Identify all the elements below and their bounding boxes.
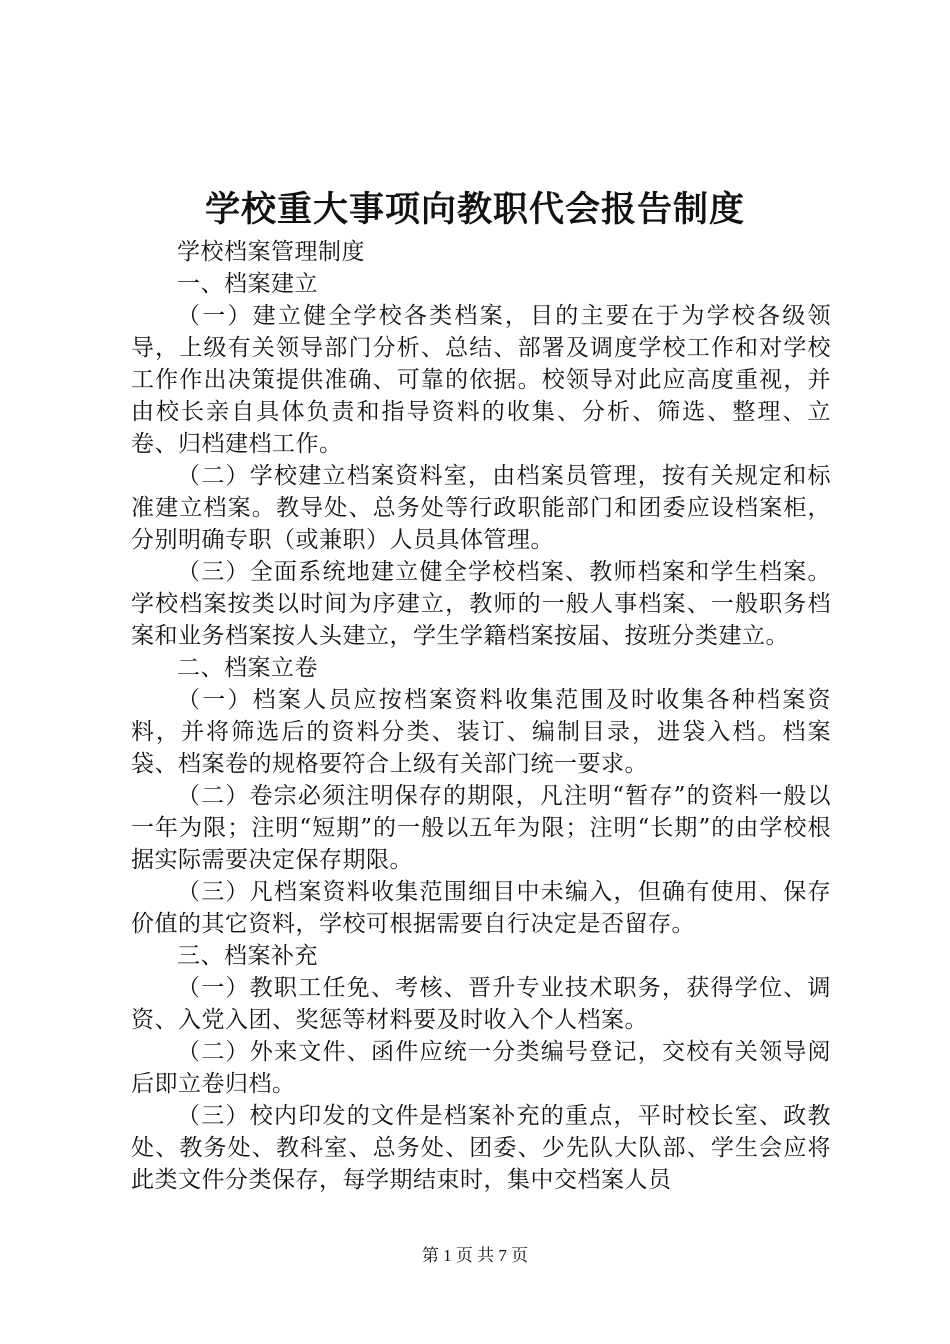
section-heading-2: 二、档案立卷 [177,655,318,681]
document-body [131,236,831,1196]
paragraph: （一）档案人员应按档案资料收集范围及时收集各种档案资料，并将筛选后的资料分类、装订、编制目录，进袋入档。档案袋、档案卷的规格要符合上级有关部门统一要求。 [131,687,831,777]
paragraph: （二）学校建立档案资料室，由档案员管理，按有关规定和标准建立档案。教导处、总务处等行政职能部门和团委应设档案柜，分别明确专职（或兼职）人员具体管理。 [131,463,831,553]
document-title: 学校重大事项向教职代会报告制度 [204,189,745,230]
paragraph: （三）全面系统地建立健全学校档案、教师档案和学生档案。学校档案按类以时间为序建立，教师的一般人事档案、一般职务档案和业务档案按人头建立，学生学籍档案按届、按班分类建立。 [131,559,831,649]
paragraph-subtitle: 学校档案管理制度 [177,239,365,265]
section-heading-3: 三、档案补充 [177,943,318,969]
paragraph: （一）建立健全学校各类档案，目的主要在于为学校各级领导，上级有关领导部门分析、总结、部署及调度学校工作和对学校工作作出决策提供准确、可靠的依据。校领导对此应高度重视，并由校长亲自具体负责和指导资料的收集、分析、筛选、整理、立卷、归档建档工作。 [131,303,831,457]
page-number-footer: 第 1 页 共 7 页 [421,1246,529,1265]
paragraph: （二）外来文件、函件应统一分类编号登记，交校有关领导阅后即立卷归档。 [131,1039,831,1097]
paragraph: （三）校内印发的文件是档案补充的重点，平时校长室、政教处、教务处、教科室、总务处、团委、少先队大队部、学生会应将此类文件分类保存，每学期结束时，集中交档案人员 [131,1103,831,1193]
paragraph: （三）凡档案资料收集范围细目中未编入，但确有使用、保存价值的其它资料，学校可根据需要自行决定是否留存。 [131,879,831,937]
paragraph: （二）卷宗必须注明保存的期限，凡注明“暂存”的资料一般以一年为限；注明“短期”的一般以五年为限；注明“长期”的由学校根据实际需要决定保存期限。 [131,783,831,873]
section-heading-1: 一、档案建立 [177,271,318,297]
paragraph: （一）教职工任免、考核、晋升专业技术职务，获得学位、调资、入党入团、奖惩等材料要及时收入个人档案。 [131,975,831,1033]
